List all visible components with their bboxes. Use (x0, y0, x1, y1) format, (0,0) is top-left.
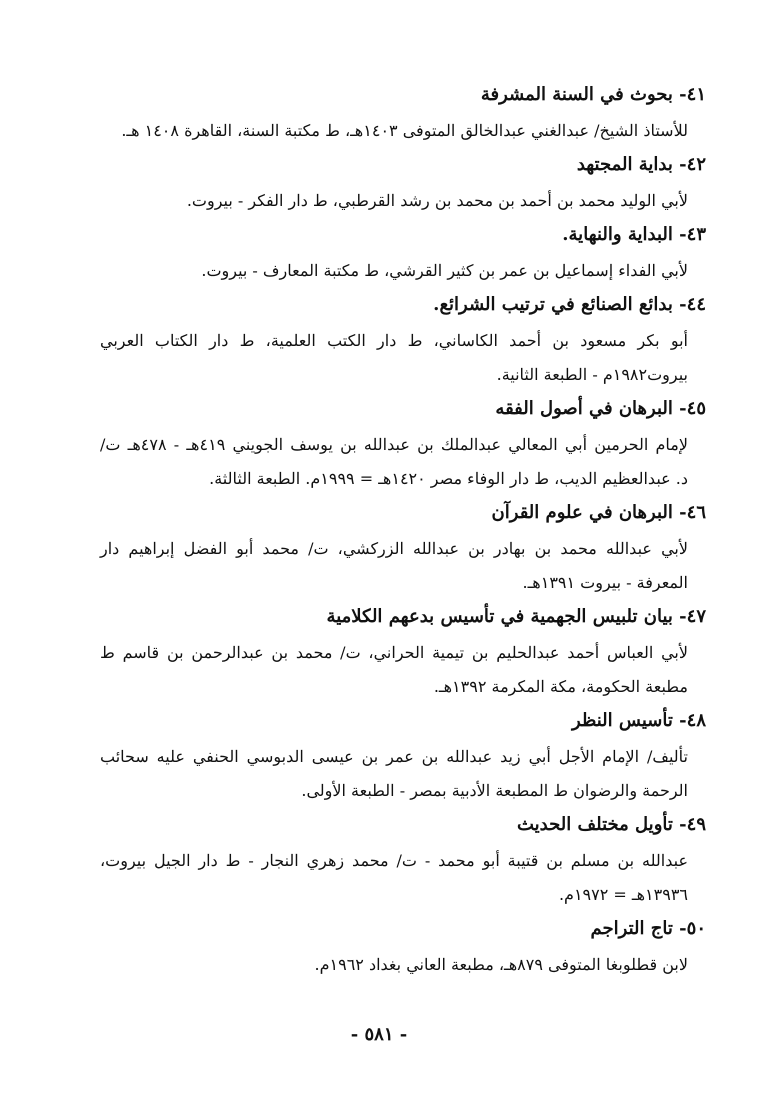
bibliography-entry (100, 808, 706, 912)
entry-line: مطبعة الحكومة، مكة المكرمة ١٣٩٢هـ. (433, 677, 688, 696)
entry-heading (100, 288, 706, 324)
entry-line: أبو بكر مسعود بن أحمد الكاساني، ط دار الكتب العلمية، ط دار الكتاب العربي (100, 331, 688, 350)
entry-description (100, 636, 706, 704)
entry-description (100, 740, 706, 808)
entry-title: البرهان في علوم القرآن (491, 502, 673, 523)
entry-description (100, 114, 706, 148)
entry-heading (100, 704, 706, 740)
entry-title: بيان تلبيس الجهمية في تأسيس بدعهم الكلامية (326, 606, 673, 627)
entry-number: ٤٣- (679, 224, 706, 245)
entry-line: لأبي عبدالله محمد بن بهادر بن عبدالله الزركشي، ت/ محمد أبو الفضل إبراهيم دار (100, 539, 688, 558)
entry-title: بدائع الصنائع في ترتيب الشرائع. (433, 294, 673, 315)
bibliography-entry (100, 496, 706, 600)
entry-number: ٤٢- (679, 154, 706, 175)
bibliography-page (100, 78, 706, 982)
entry-heading (100, 392, 706, 428)
entry-line: للأستاذ الشيخ/ عبدالغني عبدالخالق المتوفى ١٤٠٣هـ، ط مكتبة السنة، القاهرة ١٤٠٨ هـ. (121, 121, 688, 140)
entry-title: تأويل مختلف الحديث (517, 814, 673, 835)
entry-line: لأبي العباس أحمد عبدالحليم بن تيمية الحراني، ت/ محمد بن عبدالرحمن بن قاسم ط (100, 643, 688, 662)
entry-heading (100, 808, 706, 844)
entry-line: لإمام الحرمين أبي المعالي عبدالملك بن عبدالله بن يوسف الجويني ٤١٩هـ - ٤٧٨هـ ت/ (100, 435, 689, 454)
entry-line: تأليف/ الإمام الأجل أبي زيد عبدالله بن عمر بن عيسى الدبوسي الحنفي عليه سحائب (100, 747, 688, 766)
entry-number: ٤٥- (679, 398, 706, 419)
entry-title: تأسيس النظر (572, 710, 673, 731)
entry-heading (100, 148, 706, 184)
entry-heading (100, 218, 706, 254)
bibliography-entry (100, 78, 706, 148)
entries-list (100, 78, 706, 982)
entry-title: بداية المجتهد (576, 154, 673, 175)
entry-description (100, 844, 706, 912)
entry-description (100, 948, 706, 982)
entry-title: البرهان في أصول الفقه (495, 398, 673, 419)
bibliography-entry (100, 288, 706, 392)
entry-heading (100, 600, 706, 636)
entry-line: لابن قطلوبغا المتوفى ٨٧٩هـ، مطبعة العاني بغداد ١٩٦٢م. (314, 955, 688, 974)
bibliography-entry (100, 912, 706, 982)
entry-number: ٤٩- (679, 814, 706, 835)
entry-number: ٤٦- (679, 502, 706, 523)
bibliography-entry (100, 600, 706, 704)
bibliography-entry (100, 704, 706, 808)
entry-line: ١٣٩٣٦هـ = ١٩٧٢م. (558, 885, 688, 904)
page-number: - ٥٨١ - (350, 1024, 408, 1045)
entry-title: تاج التراجم (590, 918, 673, 939)
entry-heading (100, 912, 706, 948)
entry-number: ٤٧- (679, 606, 706, 627)
entry-description (100, 254, 706, 288)
entry-line: الرحمة والرضوان ط المطبعة الأدبية بمصر - الطبعة الأولى. (301, 781, 688, 800)
entry-number: ٤٨- (679, 710, 706, 731)
entry-line: بيروت١٩٨٢م - الطبعة الثانية. (496, 365, 688, 384)
entry-line: المعرفة - بيروت ١٣٩١هـ. (522, 573, 688, 592)
entry-heading (100, 496, 706, 532)
entry-title: بحوث في السنة المشرفة (480, 84, 673, 105)
entry-line: لأبي الوليد محمد بن أحمد بن محمد بن رشد القرطبي، ط دار الفكر - بيروت. (186, 191, 688, 210)
entry-title: البداية والنهاية. (562, 224, 673, 245)
entry-description (100, 428, 706, 496)
entry-number: ٥٠- (679, 918, 706, 939)
bibliography-entry (100, 218, 706, 288)
entry-number: ٤٤- (679, 294, 706, 315)
entry-line: د. عبدالعظيم الديب، ط دار الوفاء مصر ١٤٢٠هـ = ١٩٩٩م. الطبعة الثالثة. (209, 469, 688, 488)
entry-line: لأبي الفداء إسماعيل بن عمر بن كثير القرشي، ط مكتبة المعارف - بيروت. (201, 261, 688, 280)
bibliography-entry (100, 148, 706, 218)
entry-heading (100, 78, 706, 114)
entry-description (100, 184, 706, 218)
entry-description (100, 324, 706, 392)
entry-line: عبدالله بن مسلم بن قتيبة أبو محمد - ت/ محمد زهري النجار - ط دار الجيل بيروت، (100, 851, 688, 870)
entry-description (100, 532, 706, 600)
entry-number: ٤١- (679, 84, 706, 105)
bibliography-entry (100, 392, 706, 496)
